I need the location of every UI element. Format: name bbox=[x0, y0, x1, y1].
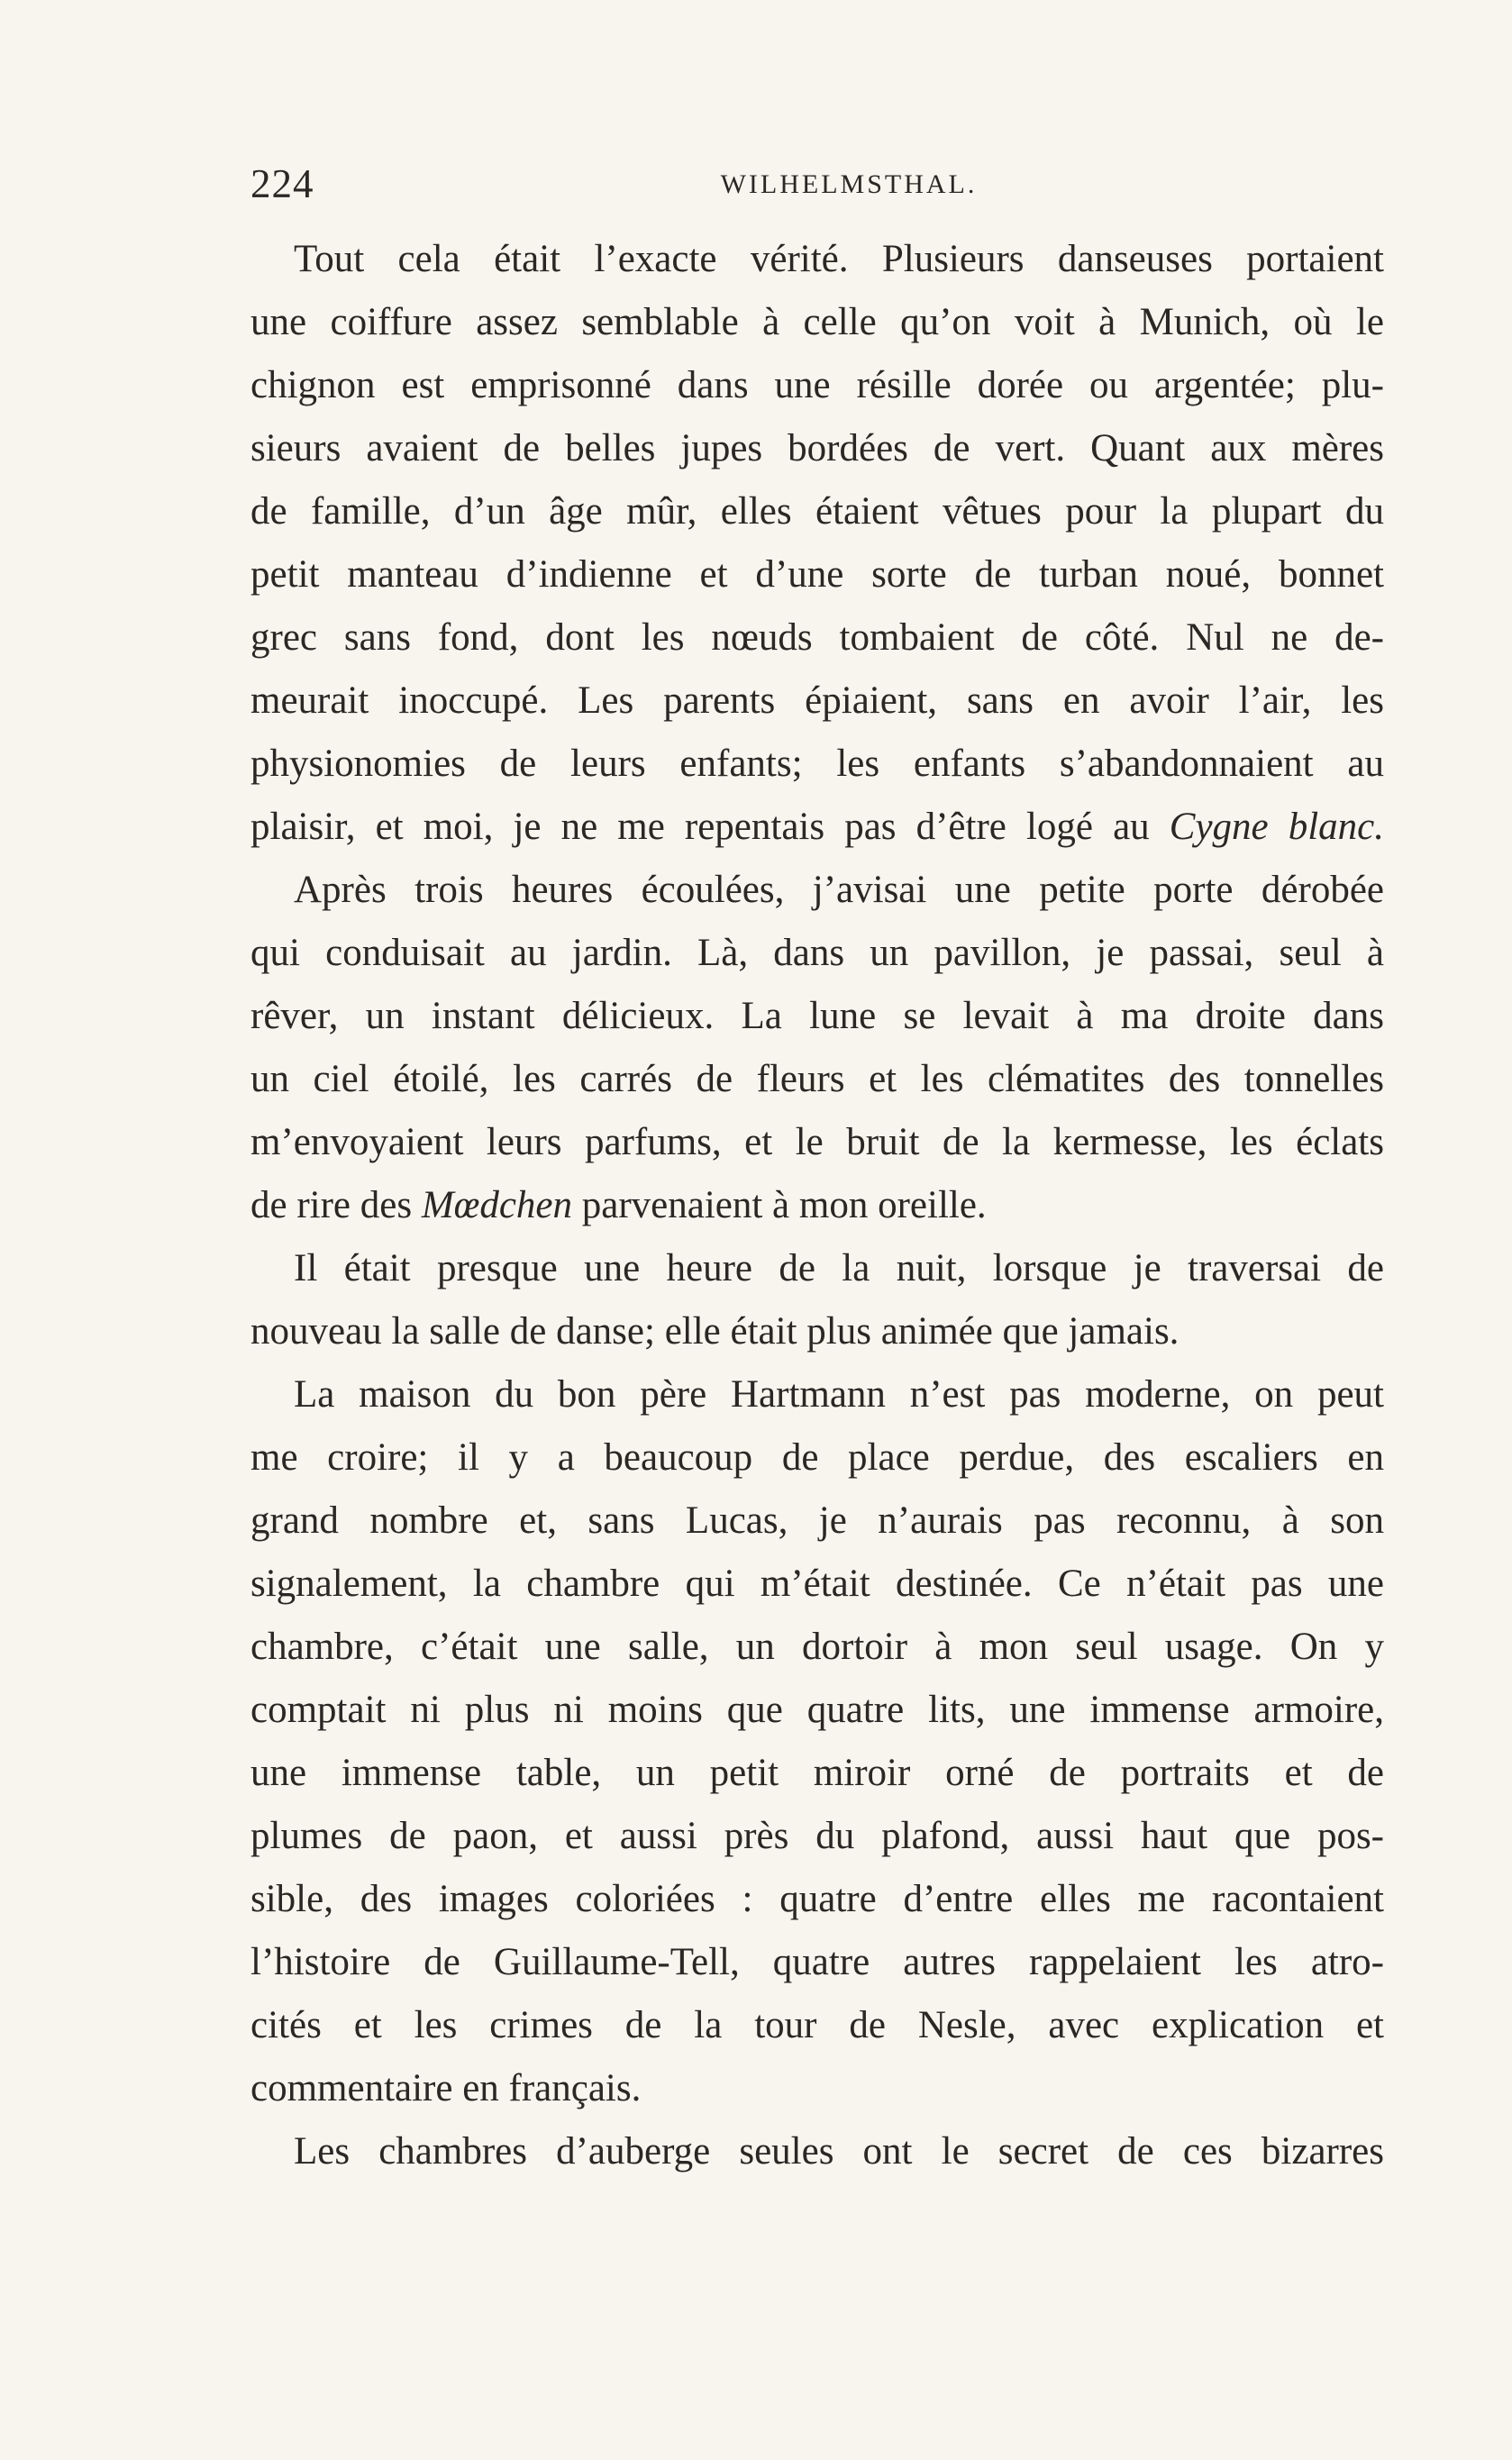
text-line bbox=[250, 1300, 1384, 1363]
text-line bbox=[250, 1237, 1384, 1300]
text-line bbox=[250, 1553, 1384, 1616]
text-line bbox=[250, 228, 1384, 291]
text-line bbox=[250, 354, 1384, 417]
text-run: une immense table, un petit miroir orné de portraits et de bbox=[250, 1752, 1384, 1794]
text-run: Après trois heures écoulées, j’avisai une petite porte dérobée bbox=[294, 869, 1384, 911]
text-run: comptait ni plus ni moins que quatre lits, une immense armoire, bbox=[250, 1689, 1384, 1731]
text-run: petit manteau d’indienne et d’une sorte de turban noué, bonnet bbox=[250, 553, 1384, 596]
page-number: 224 bbox=[250, 161, 314, 206]
text-line bbox=[250, 1931, 1384, 1994]
text-line bbox=[250, 417, 1384, 480]
text-run: m’envoyaient leurs parfums, et le bruit de la kermesse, les éclats bbox=[250, 1121, 1384, 1163]
text-run: plumes de paon, et aussi près du plafond, aussi haut que pos- bbox=[250, 1815, 1384, 1857]
text-run: rêver, un instant délicieux. La lune se levait à ma droite dans bbox=[250, 995, 1384, 1037]
text-line bbox=[250, 796, 1384, 859]
running-title: WILHELMSTHAL. bbox=[720, 169, 978, 199]
text-run: Il était presque une heure de la nuit, lorsque je traversai de bbox=[294, 1247, 1384, 1289]
text-run: sible, des images coloriées : quatre d’entre elles me racontaient bbox=[250, 1878, 1384, 1920]
text-run: de rire des bbox=[250, 1184, 422, 1226]
body-text bbox=[250, 228, 1384, 2183]
text-line bbox=[250, 1994, 1384, 2057]
text-run: parvenaient à mon oreille. bbox=[572, 1184, 987, 1226]
text-line bbox=[250, 1490, 1384, 1553]
text-run: Tout cela était l’exacte vérité. Plusieurs danseuses portaient bbox=[294, 238, 1384, 280]
text-run: un ciel étoilé, les carrés de fleurs et les clématites des tonnelles bbox=[250, 1058, 1384, 1100]
text-line bbox=[250, 2120, 1384, 2183]
italic-text: Cygne blanc. bbox=[1169, 806, 1384, 848]
text-run: commentaire en français. bbox=[250, 2067, 642, 2109]
text-run: de famille, d’un âge mûr, elles étaient vêtues pour la plupart du bbox=[250, 490, 1384, 533]
text-run: physionomies de leurs enfants; les enfants s’abandonnaient au bbox=[250, 743, 1384, 785]
text-line bbox=[250, 1426, 1384, 1490]
text-run: qui conduisait au jardin. Là, dans un pavillon, je passai, seul à bbox=[250, 932, 1384, 974]
text-line bbox=[250, 291, 1384, 354]
text-run: une coiffure assez semblable à celle qu’on voit à Munich, où le bbox=[250, 301, 1384, 343]
text-line bbox=[250, 606, 1384, 670]
text-run: grec sans fond, dont les nœuds tombaient de côté. Nul ne de- bbox=[250, 616, 1384, 659]
text-run: chambre, c’était une salle, un dortoir à mon seul usage. On y bbox=[250, 1626, 1384, 1668]
text-line bbox=[250, 922, 1384, 985]
text-line bbox=[250, 859, 1384, 922]
text-line bbox=[250, 1616, 1384, 1679]
text-run: chignon est emprisonné dans une résille dorée ou argentée; plu- bbox=[250, 364, 1384, 406]
text-line bbox=[250, 1679, 1384, 1742]
text-run: cités et les crimes de la tour de Nesle, avec explication et bbox=[250, 2004, 1384, 2046]
text-run: me croire; il y a beaucoup de place perdue, des escaliers en bbox=[250, 1436, 1384, 1479]
text-run: l’histoire de Guillaume-Tell, quatre autres rappelaient les atro- bbox=[250, 1941, 1384, 1983]
text-run: nouveau la salle de danse; elle était plus animée que jamais. bbox=[250, 1310, 1180, 1353]
text-line bbox=[250, 1174, 1384, 1237]
text-line bbox=[250, 1048, 1384, 1111]
text-line bbox=[250, 1805, 1384, 1868]
text-run: La maison du bon père Hartmann n’est pas moderne, on peut bbox=[294, 1373, 1384, 1416]
text-run: signalement, la chambre qui m’était destinée. Ce n’était pas une bbox=[250, 1563, 1384, 1605]
text-run: meurait inoccupé. Les parents épiaient, sans en avoir l’air, les bbox=[250, 679, 1384, 722]
text-line bbox=[250, 480, 1384, 543]
text-line bbox=[250, 1111, 1384, 1174]
text-line bbox=[250, 2057, 1384, 2120]
text-run: sieurs avaient de belles jupes bordées de vert. Quant aux mères bbox=[250, 427, 1384, 469]
text-line bbox=[250, 1868, 1384, 1931]
text-run: grand nombre et, sans Lucas, je n’aurais pas reconnu, à son bbox=[250, 1499, 1384, 1542]
text-run: plaisir, et moi, je ne me repentais pas d’être logé au bbox=[250, 806, 1170, 848]
text-line bbox=[250, 1742, 1384, 1805]
text-line bbox=[250, 543, 1384, 606]
text-line bbox=[250, 733, 1384, 796]
text-line bbox=[250, 985, 1384, 1048]
text-run: Les chambres d’auberge seules ont le secret de ces bizarres bbox=[294, 2130, 1384, 2173]
text-line bbox=[250, 1363, 1384, 1426]
running-head bbox=[250, 160, 1384, 214]
italic-text: Mœdchen bbox=[421, 1184, 572, 1226]
text-line bbox=[250, 670, 1384, 733]
